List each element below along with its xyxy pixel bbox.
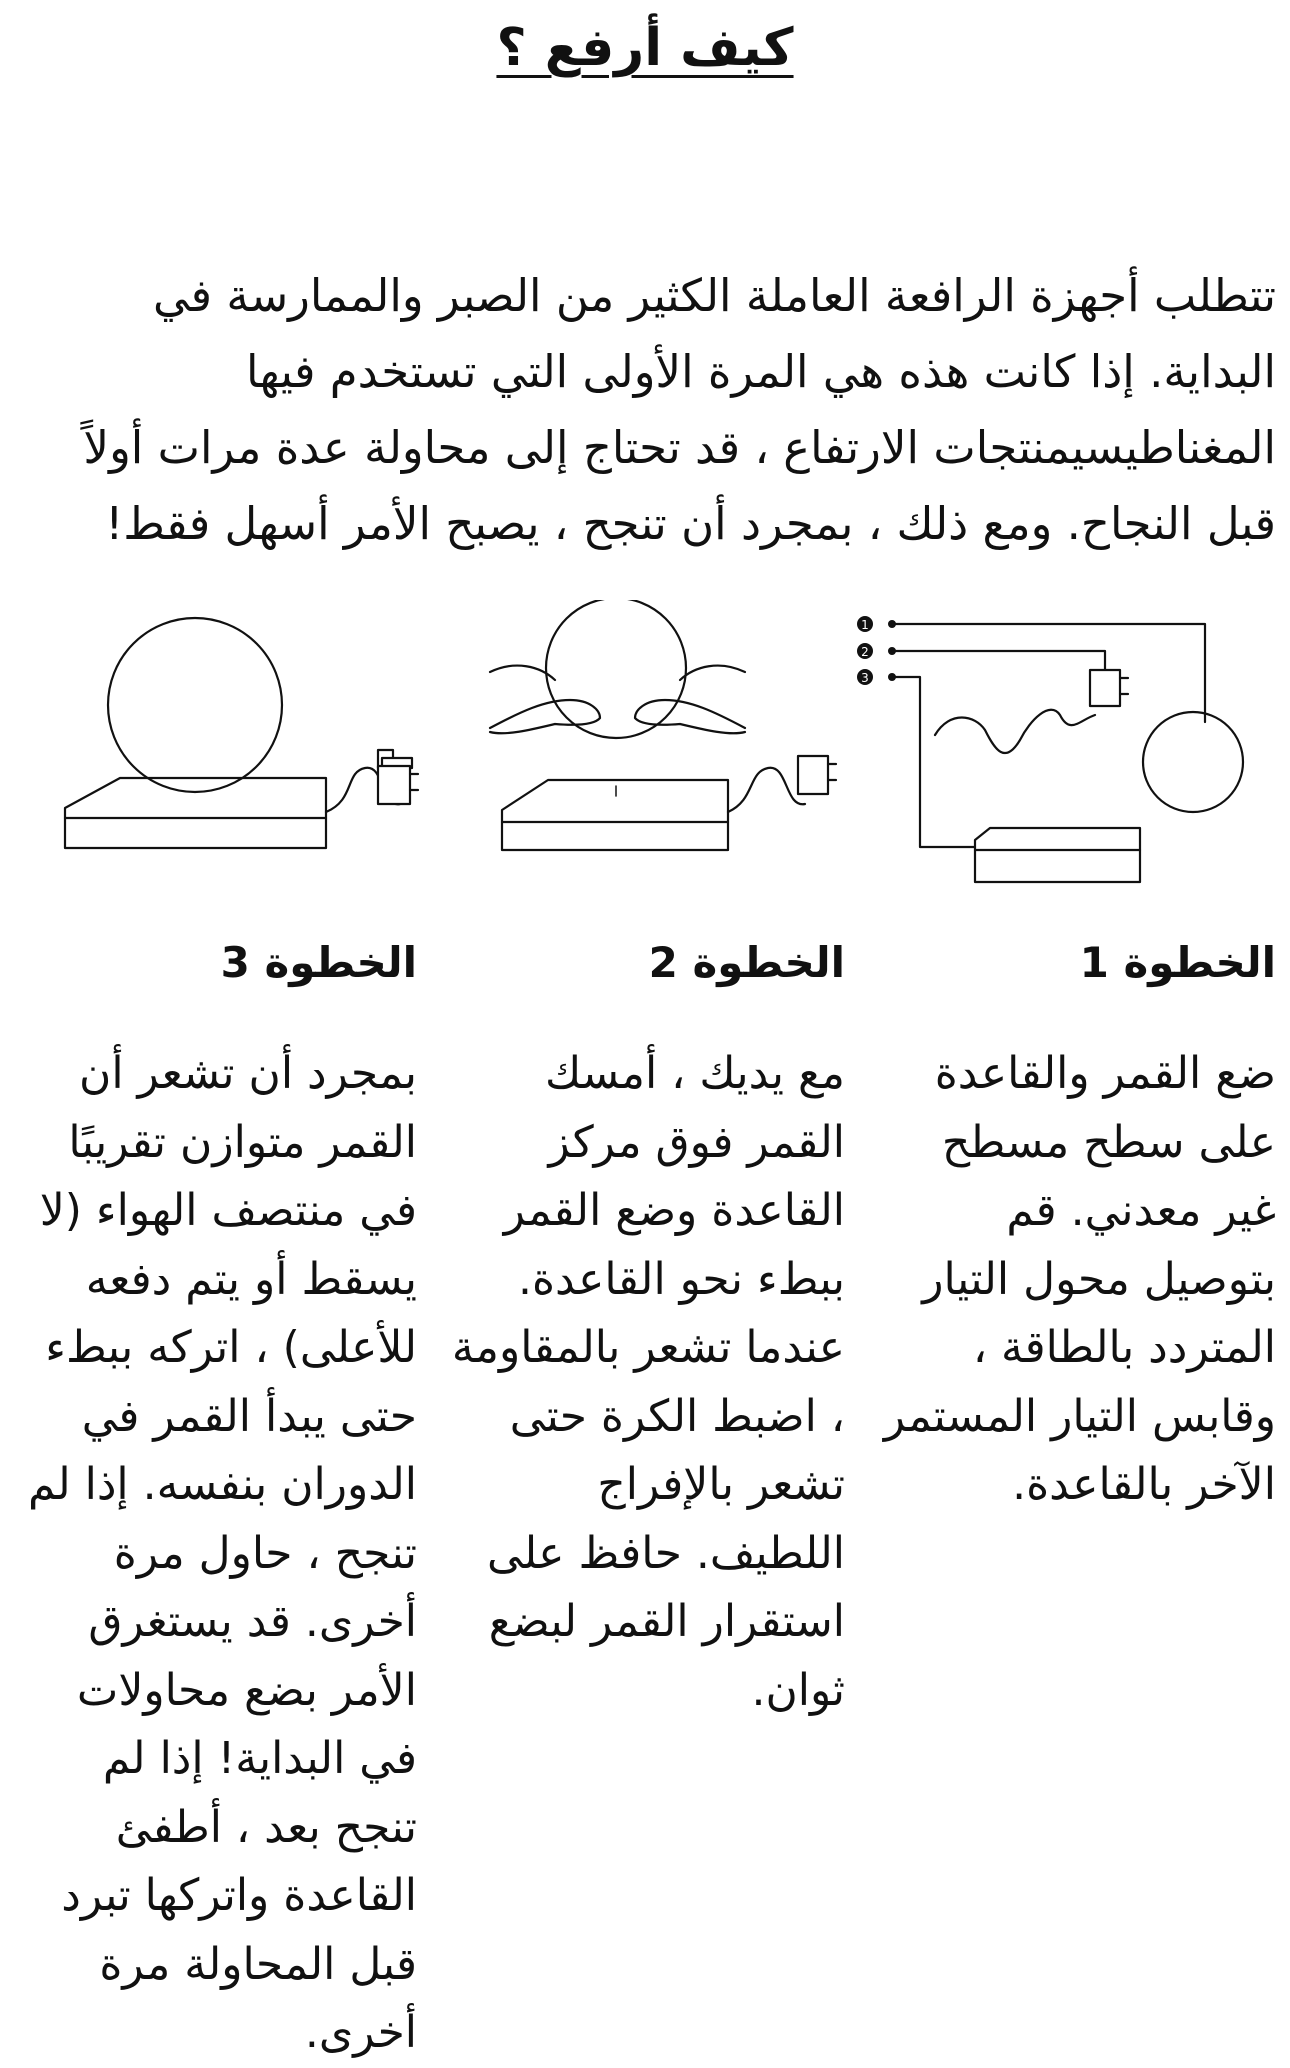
step1-illustration [857,616,1243,882]
step-3-text: بمجرد أن تشعر أن القمر متوازن تقريبًا في منتصف الهواء (لا يسقط أو يتم دفعه للأعلى) ، اتركه ببطء حتى يبدأ القمر في الدوران بنفسه. إذا لم تنجح ، حاول مرة أخرى. قد يستغرق الأمر بضع محاولات في البداية! إذا لم تنجح بعد ، أطفئ القاعدة واتركها تبرد قبل المحاولة مرة أخرى. [27,1048,417,2058]
power-adapter-icon [798,756,836,794]
callout-label: 1 [861,618,869,632]
step3-illustration [65,618,418,848]
setup-illustration [0,600,1290,900]
step-2-title: الخطوة 2 [648,938,845,987]
intro-paragraph: تتطلب أجهزة الرافعة العاملة الكثير من الصبر والممارسة في البداية. إذا كانت هذه هي المرة الأولى التي تستخدم فيها المغناطيسيمنتجات الارتفاع ، قد تحتاج إلى محاولة عدة مرات أولاً قبل النجاح. ومع ذلك ، بمجرد أن تنجح ، يصبح الأمر أسهل فقط! [83,269,1276,550]
step-3-title: الخطوة 3 [220,938,417,987]
step2-illustration [490,600,836,850]
callout-label: 3 [861,671,869,685]
step-2-text: مع يديك ، أمسك القمر فوق مركز القاعدة وضع القمر ببطء نحو القاعدة. عندما تشعر بالمقاومة ، اضبط الكرة حتى تشعر بالإفراج اللطيف. حافظ على استقرار القمر لبضع ثوان. [451,1048,845,1716]
step-1-title: الخطوة 1 [1079,938,1276,987]
callout-label: 2 [861,645,869,659]
page-title: كيف أرفع ؟ [496,18,794,78]
power-adapter-icon [378,766,418,804]
step-1-text: ضع القمر والقاعدة على سطح مسطح غير معدني. قم بتوصيل محول التيار المتردد بالطاقة ، وقابس التيار المستمر الآخر بالقاعدة. [883,1048,1276,1510]
power-adapter-icon [1090,670,1128,706]
